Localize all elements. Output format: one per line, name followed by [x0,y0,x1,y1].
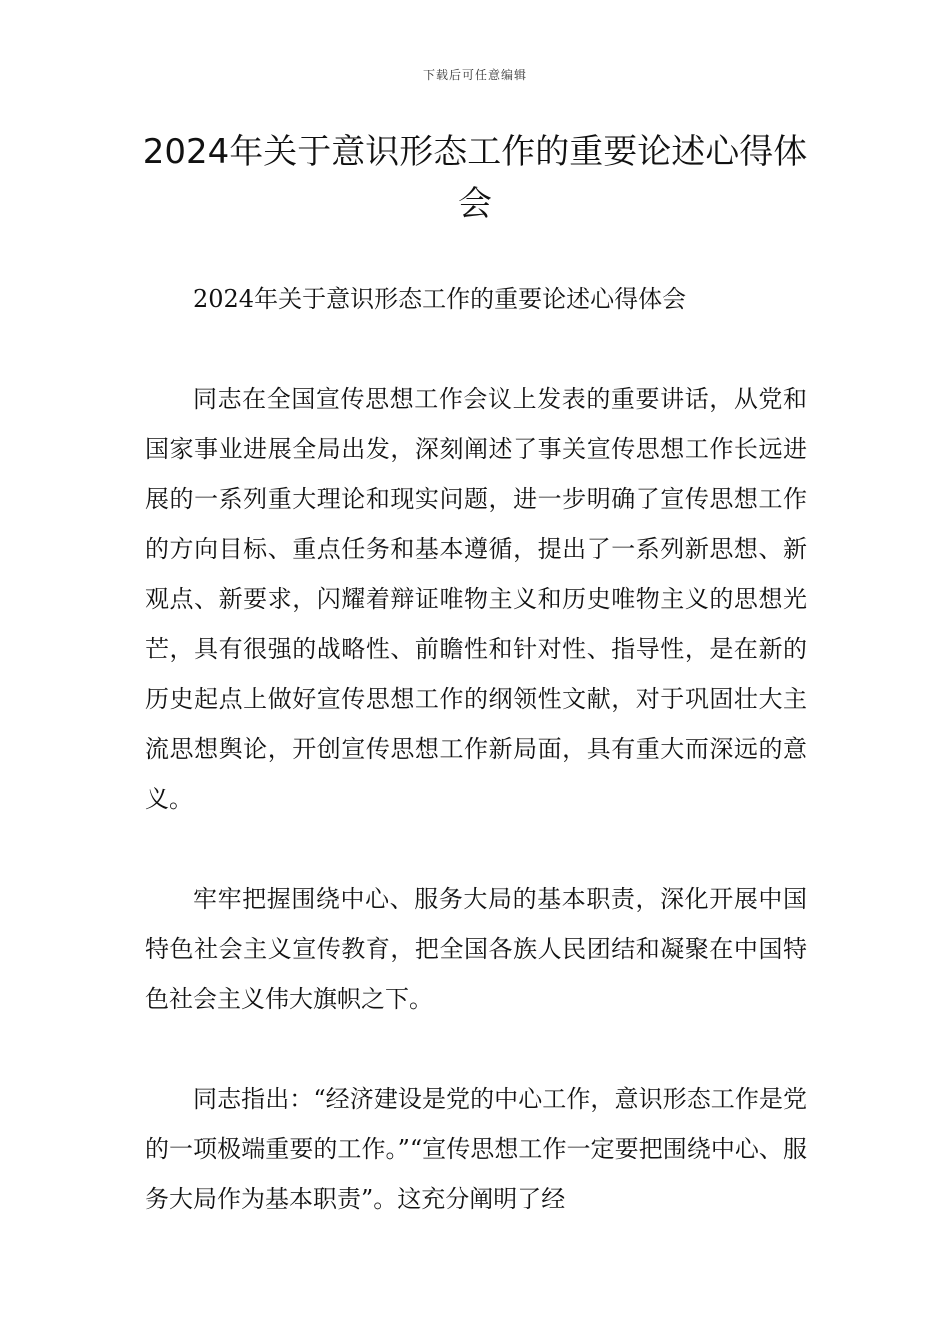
document-subtitle: 2024年关于意识形态工作的重要论述心得体会 [193,285,687,313]
header-note: 下载后可任意编辑 [422,68,527,82]
paragraph-2: 牢牢把握围绕中心、服务大局的基本职责，深化开展中国特色社会主义宣传教育，把全国各族人民团结和凝聚在中国特色社会主义伟大旗帜之下。 [145,885,807,1013]
document-body [145,274,807,1224]
paragraph-1: 同志在全国宣传思想工作会议上发表的重要讲话，从党和国家事业进展全局出发，深刻阐述了事关宣传思想工作长远进展的一系列重大理论和现实问题，进一步明确了宣传思想工作的方向目标、重点任务和基本遵循，提出了一系列新思想、新观点、新要求，闪耀着辩证唯物主义和历史唯物主义的思想光芒，具有很强的战略性、前瞻性和针对性、指导性，是在新的历史起点上做好宣传思想工作的纲领性文献，对于巩固壮大主流思想舆论，开创宣传思想工作新局面，具有重大而深远的意义。 [145,385,807,813]
paragraph-3: 同志指出：“经济建设是党的中心工作，意识形态工作是党的一项极端重要的工作。”“宣传思想工作一定要把围绕中心、服务大局作为基本职责”。这充分阐明了经 [145,1085,807,1213]
document-title: 2024年关于意识形态工作的重要论述心得体会 [142,132,808,224]
